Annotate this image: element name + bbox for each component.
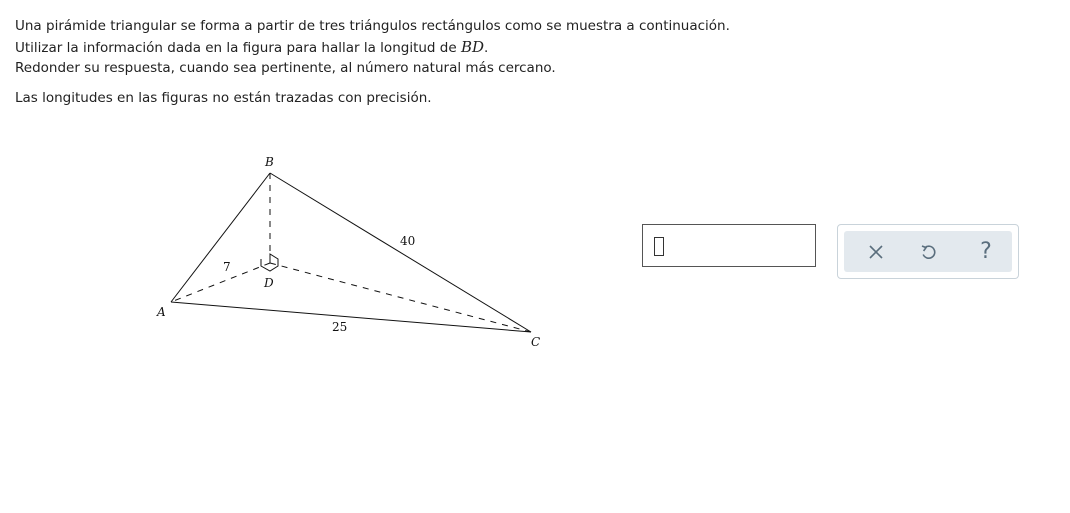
answer-toolbar	[837, 224, 1019, 279]
input-cursor	[654, 237, 664, 256]
edge-dc	[270, 263, 531, 332]
undo-button[interactable]	[908, 231, 948, 272]
help-icon: ?	[980, 238, 992, 264]
label-vertex-a: A	[157, 305, 166, 319]
label-length-ac: 25	[332, 320, 348, 334]
problem-line-2-period: .	[484, 39, 489, 56]
label-length-ad: 7	[223, 260, 231, 274]
answer-input[interactable]	[642, 224, 816, 267]
problem-line-2-text: Utilizar la información dada en la figura para hallar la longitud de	[15, 39, 461, 56]
edge-ac	[171, 302, 531, 332]
help-button[interactable]	[966, 231, 1006, 272]
problem-statement	[15, 16, 730, 79]
clear-button[interactable]	[856, 231, 896, 272]
undo-icon	[919, 243, 937, 261]
pyramid-figure	[140, 148, 560, 358]
label-length-bc: 40	[400, 234, 416, 248]
close-icon	[868, 244, 884, 260]
figure-note: Las longitudes en las figuras no están trazadas con precisión.	[15, 90, 432, 106]
toolbar-panel	[844, 231, 1012, 272]
problem-line-1: Una pirámide triangular se forma a partir de tres triángulos rectángulos como se muestra a continuación.	[15, 18, 730, 34]
problem-line-3: Redonder su respuesta, cuando sea pertinente, al número natural más cercano.	[15, 60, 556, 76]
label-vertex-b: B	[265, 155, 274, 169]
segment-bd-math: BD	[460, 37, 485, 56]
label-vertex-d: D	[264, 276, 274, 290]
problem-line-2	[15, 37, 730, 59]
edge-bc	[270, 173, 531, 332]
label-vertex-c: C	[531, 335, 541, 349]
